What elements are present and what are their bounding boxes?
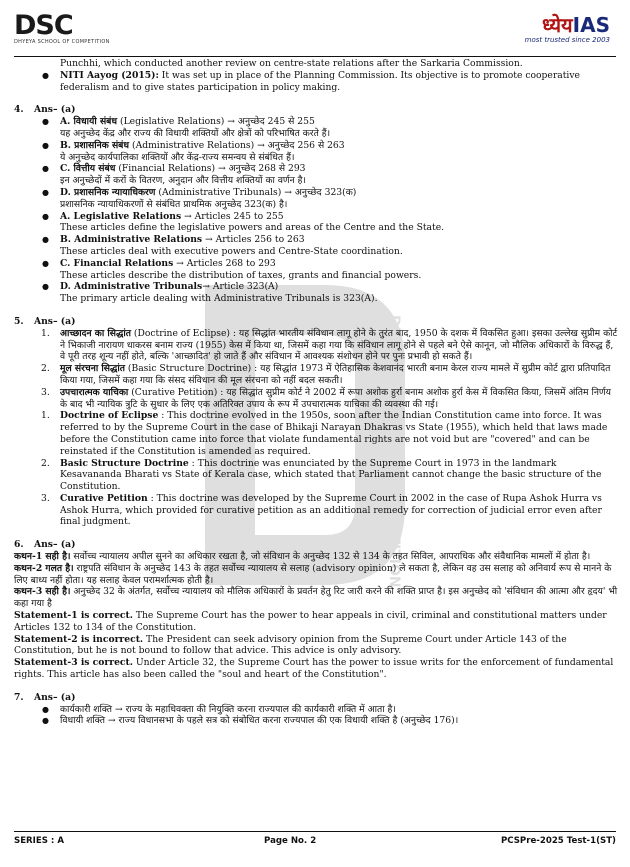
list-item <box>14 258 618 270</box>
list-item <box>14 140 618 152</box>
item-title: Doctrine of Eclipse <box>60 410 159 422</box>
header-divider <box>14 56 616 57</box>
statement-verdict: Statement-3 is correct. <box>14 657 133 669</box>
intro-bold: NITI Aayog (2015): <box>60 69 159 81</box>
statement-text: राष्ट्रपति संविधान के अनुच्छेद 143 के तहत सर्वोच्च न्यायालय से सलाह (advisory opinion) ले सकता है, लेकिन वह उस सलाह को अनिवार्य रूप से मानने के लिए बाध्य नहीं होता। यह सलाह केवल परामर्शात्मक होती है। <box>14 562 612 586</box>
item-text: विधायी शक्ति → राज्य विधानसभा के पहले सत्र को संबोधित करना राज्यपाल की एक विधायी शक्ति है (अनुच्छेद 176)। <box>60 715 459 727</box>
item-title: D. Administrative Tribunals <box>60 281 203 293</box>
item-description: These articles define the legislative powers and areas of the Centre and the State. <box>60 222 445 234</box>
statement-text: अनुच्छेद 32 के अंतर्गत, सर्वोच्च न्यायालय को मौलिक अधिकारों के प्रवर्तन हेतु रिट जारी करने की शक्ति प्राप्त है। इस अनुच्छेद को 'संविधान की आत्मा और हृदय' भी कहा गया है <box>14 586 618 610</box>
item-title: Basic Structure Doctrine <box>60 457 189 469</box>
item-text: (Doctrine of Eclipse) : यह सिद्धांत भारतीय संविधान लागू होने के तुरंत बाद, 1950 के दशक में विकसित हुआ। इसका उल्लेख सुप्रीम कोर्ट ने भिकाजी नारायण धाकरस बनाम राज्य (1955) केस में किया था, जिसमें कहा गया कि संविधान लागू होने से पहले बने ऐसे कानून, जो मौलिक अधिकारों के विरुद्ध हैं, वे पूरी तरह शून्य नहीं होते, बल्कि 'आच्छादित' हो जाते हैं और संविधान में आवश्यक संशोधन होने पर पुनः प्रभावी हो सकते हैं। <box>60 327 618 363</box>
dsc-logo-text: DSC <box>14 10 73 41</box>
statement-item <box>14 586 618 610</box>
item-title: A. विधायी संबंध <box>60 116 118 128</box>
item-text: : This doctrine was enunciated by the Supreme Court in 1973 in the landmark Kesavananda Bharati vs State of Kerala case, which stated that Parliament cannot change the basic structure of the Constitution. <box>60 457 602 493</box>
list-item <box>14 281 618 293</box>
list-item <box>14 163 618 175</box>
question-number: 5. <box>14 315 24 327</box>
item-ref: → Articles 268 to 293 <box>173 257 276 269</box>
list-item <box>14 704 618 716</box>
item-ref: → Articles 256 to 263 <box>202 234 305 246</box>
item-text: : This doctrine was developed by the Supreme Court in 2002 in the case of Rupa Ashok Hurra vs Ashok Hurra, which provided for curative petition as an additional remedy for correction of judicial error even after final judgment. <box>60 492 602 528</box>
statement-item <box>14 657 618 681</box>
item-title: C. वित्तीय संबंध <box>60 163 116 175</box>
intro-text: It was set up in place of the Planning Commission. Its objective is to promote cooperative federalism and to give states participation in policy making. <box>60 69 580 93</box>
dhyeya-tagline: most trusted since 2003 <box>524 36 610 44</box>
dsc-logo <box>14 12 110 45</box>
item-number: 1. <box>41 410 50 422</box>
item-title: B. Administrative Relations <box>60 234 203 246</box>
item-description: यह अनुच्छेद केंद्र और राज्य की विधायी शक्तियों और क्षेत्रों को परिभाषित करते हैं। <box>60 127 331 139</box>
item-description: इन अनुच्छेदों में करों के वितरण, अनुदान और वित्तीय शक्तियों का वर्णन है। <box>60 175 306 187</box>
question-number: 7. <box>14 691 24 703</box>
item-ref: (Financial Relations) → अनुच्छेद 268 से 293 <box>115 163 306 175</box>
numbered-item <box>14 458 618 493</box>
item-number: 2. <box>41 363 50 375</box>
item-description: प्रशासनिक न्यायाधिकरणों से संबंधित प्राथमिक अनुच्छेद 323(क) है। <box>60 198 288 210</box>
answer-content <box>14 58 618 727</box>
numbered-item <box>14 493 618 528</box>
item-ref: (Administrative Relations) → अनुच्छेद 256 से 263 <box>129 139 345 151</box>
statement-text: The Supreme Court has the power to hear appeals in civil, criminal and constitutional matters under Articles 132 to 134 of the Constitution. <box>14 610 607 633</box>
item-text: : This doctrine evolved in the 1950s, soon after the Indian Constitution came into force. It was referred to by the Supreme Court in the case of Bhikaji Narayan Dhakras vs State (1955), which held that laws made before the Constitution came into force that violate fundamental rights are not void but are "covered" and can be reinstated if the Constitution is amended as required. <box>60 410 608 457</box>
intro-line <box>14 70 618 94</box>
statement-verdict: कथन-2 गलत है। <box>14 562 74 574</box>
item-ref: (Legislative Relations) → अनुच्छेद 245 से 255 <box>117 116 315 128</box>
numbered-item <box>14 410 618 457</box>
series-label: SERIES : A <box>14 836 65 846</box>
question-heading <box>14 104 618 116</box>
item-title: आच्छादन का सिद्धांत <box>60 327 131 339</box>
statement-text: The President can seek advisory opinion from the Supreme Court under Article 143 of the Constitution, but he is not bound to follow that advice. This advice is only advisory. <box>14 633 567 657</box>
item-ref: → Article 323(A) <box>202 281 279 293</box>
item-description: These articles describe the distribution of taxes, grants and financial powers. <box>60 269 422 281</box>
statement-verdict: Statement-1 is correct. <box>14 610 133 622</box>
item-description: These articles deal with executive powers and Centre-State coordination. <box>60 245 403 257</box>
dhyeya-logo-hindi: ध्येय <box>541 13 573 37</box>
question-heading <box>14 539 618 551</box>
answer-label: Ans– (a) <box>34 315 76 327</box>
item-title: Curative Petition <box>60 492 148 504</box>
list-item <box>14 211 618 223</box>
question-heading <box>14 692 618 704</box>
answer-label: Ans– (a) <box>34 104 76 116</box>
footer-divider <box>14 831 616 832</box>
item-title: मूल संरचना सिद्धांत <box>60 363 125 375</box>
ias-logo-text: IAS <box>572 13 610 37</box>
item-title: B. प्रशासनिक संबंध <box>60 139 130 151</box>
intro-line <box>14 58 618 70</box>
item-ref: → Articles 245 to 255 <box>181 210 284 222</box>
statement-item <box>14 634 618 658</box>
item-description: The primary article dealing with Administrative Tribunals is 323(A). <box>60 293 378 305</box>
statement-item <box>14 563 618 587</box>
dsc-logo-subtitle: DHYEYA SCHOOL OF COMPETITION <box>14 39 110 45</box>
list-item <box>14 715 618 727</box>
item-number: 3. <box>41 386 50 398</box>
item-title: उपचारात्मक याचिका <box>60 386 129 398</box>
list-item <box>14 234 618 246</box>
question-heading <box>14 316 618 328</box>
item-number: 2. <box>41 457 50 469</box>
statement-text: Under Article 32, the Supreme Court has the power to issue writs for the enforcement of fundamental rights. This article has also been called the "soul and heart of the Constitution". <box>14 657 614 681</box>
numbered-item <box>14 363 618 387</box>
item-ref: (Administrative Tribunals) → अनुच्छेद 323(क) <box>155 186 357 198</box>
intro-text: Punchhi, which conducted another review on centre-state relations after the Sarkaria Commission. <box>60 58 523 69</box>
statement-verdict: कथन-3 सही है। <box>14 586 71 598</box>
list-item <box>14 187 618 199</box>
answer-label: Ans– (a) <box>34 539 76 551</box>
item-description: ये अनुच्छेद कार्यपालिका शक्तियों और केंद्र-राज्य समन्वय से संबंधित हैं। <box>60 151 295 163</box>
item-title: A. Legislative Relations <box>60 210 182 222</box>
statement-verdict: कथन-1 सही है। <box>14 551 71 563</box>
numbered-item <box>14 387 618 411</box>
answer-label: Ans– (a) <box>34 691 76 703</box>
item-title: D. प्रशासनिक न्यायाधिकरण <box>60 186 156 198</box>
dhyeya-ias-logo <box>525 14 610 44</box>
item-text: कार्यकारी शक्ति → राज्य के महाधिवक्ता की नियुक्ति करना राज्यपाल की कार्यकारी शक्ति में आता है। <box>60 703 396 715</box>
item-text: (Curative Petition) : यह सिद्धांत सुप्रीम कोर्ट ने 2002 में रूपा अशोक हुर्रा बनाम अशोक हुर्रा केस में विकसित किया, जिसमें अंतिम निर्णय के बाद भी न्यायिक त्रुटि के सुधार के लिए एक अतिरिक्त उपाय के रूप में उपचारात्मक याचिका की व्यवस्था की गई। <box>60 386 611 410</box>
test-name: PCSPre-2025 Test-1(ST) <box>500 836 616 846</box>
list-item <box>14 116 618 128</box>
page-number: Page No. 2 <box>264 836 317 846</box>
numbered-item <box>14 328 618 363</box>
statement-item <box>14 610 618 634</box>
item-number: 3. <box>41 492 50 504</box>
question-number: 4. <box>14 104 24 116</box>
statement-verdict: Statement-2 is incorrect. <box>14 633 144 645</box>
statement-item <box>14 551 618 563</box>
page-header <box>0 0 630 58</box>
watermark-text: DHYEYA SCHOOL OF COMPETITION <box>386 315 402 588</box>
item-title: C. Financial Relations <box>60 257 174 269</box>
question-number: 6. <box>14 539 24 551</box>
item-number: 1. <box>41 327 50 339</box>
item-text: (Basic Structure Doctrine) : यह सिद्धांत 1973 में ऐतिहासिक केशवानंद भारती बनाम केरल राज्य मामले में सुप्रीम कोर्ट द्वारा प्रतिपादित किया गया, जिसमें कहा गया कि संसद संविधान की मूल संरचना को नहीं बदल सकती। <box>60 363 611 386</box>
statement-text: सर्वोच्च न्यायालय अपील सुनने का अधिकार रखता है, जो संविधान के अनुच्छेद 132 से 134 के तहत सिविल, आपराधिक और संवैधानिक मामलों में होता है। <box>70 551 591 563</box>
